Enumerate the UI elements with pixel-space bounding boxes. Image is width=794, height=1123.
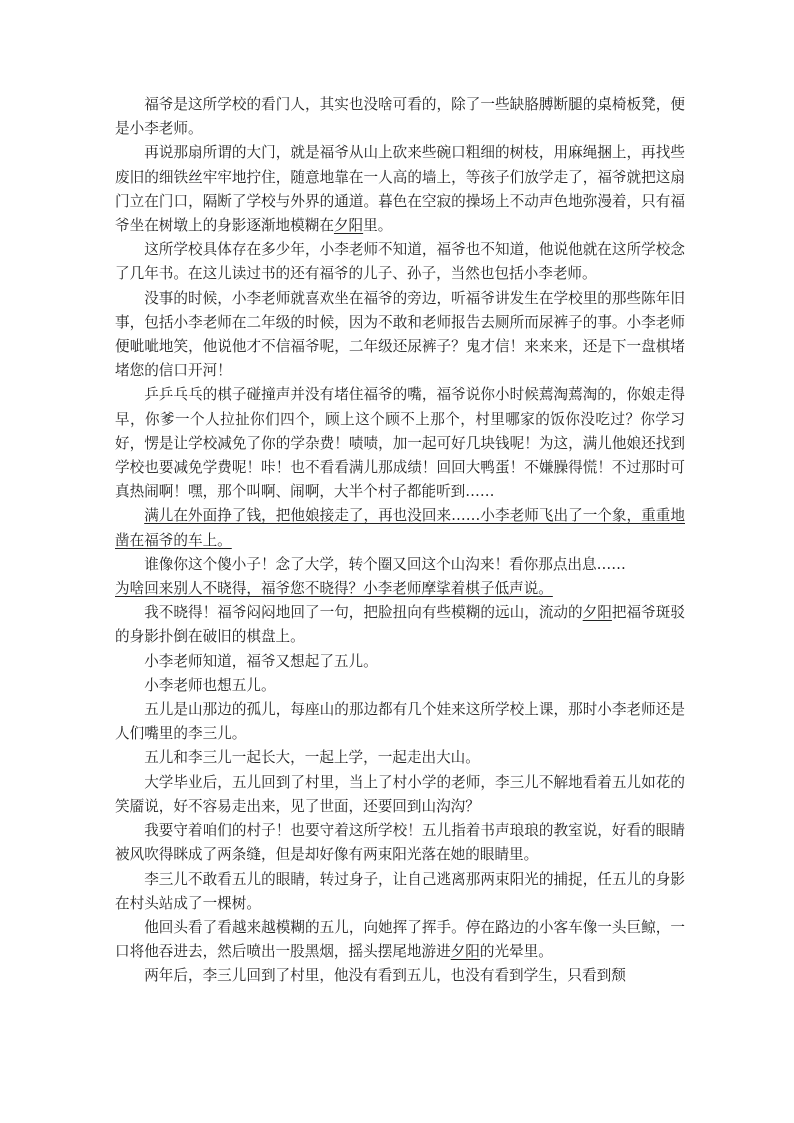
paragraph-text: 我要守着咱们的村子！也要守着这所学校！五儿指着书声琅琅的教室说，好看的眼睛被风吹得眯成了两条缝，但是却好像有两束阳光落在她的眼睛里。 (115, 822, 685, 864)
paragraph-text: 谁像你这个傻小子！念了大学，转个圈又回这个山沟来！看你那点出息…… (144, 555, 626, 573)
paragraph-text: 福爷是这所学校的看门人，其实也没啥可看的，除了一些缺胳膊断腿的桌椅板凳，便是小李老师。 (115, 96, 685, 138)
paragraph-text: 乒乒乓乓的棋子碰撞声并没有堵住福爷的嘴，福爷说你小时候蔫淘蔫淘的，你娘走得早，你爹一个人拉扯你们四个，顾上这个顾不上那个，村里哪家的饭你没吃过？你学习好，愣是让学校减免了你的学杂费！啧啧，加一起可好几块钱呢！为这，满儿他娘还找到学校也要减免学费呢！咔！也不看看满儿那成绩！回回大鸭蛋！不嫌臊得慌！不过那时可真热闹啊！嘿，那个叫啊、闹啊，大半个村子都能听到…… (115, 386, 685, 501)
paragraph (115, 238, 685, 286)
paragraph-text: 小李老师也想五儿。 (144, 676, 276, 694)
paragraph (115, 698, 685, 746)
paragraph (115, 383, 685, 504)
paragraph-text: 五儿和李三儿一起长大，一起上学，一起走出大山。 (144, 749, 480, 767)
paragraph-text: 里。 (363, 217, 393, 235)
paragraph-text: 他回头看了看越来越模糊的五儿，向她挥了挥手。停在路边的小客车像一头巨鲸，一口将他吞进去，然后喷出一股黑烟，摇头摆尾地游进 (115, 918, 685, 961)
paragraph (115, 964, 685, 988)
paragraph-text: 再说那扇所谓的大门，就是福爷从山上砍来些碗口粗细的树枝，用麻绳捆上，再找些废旧的细铁丝牢牢地拧住，随意地靠在一人高的墙上，等孩子们放学走了，福爷就把这扇门立在门口，隔断了学校与外界的通道。暮色在空寂的操场上不动声色地弥漫着，只有福爷坐在树墩上的身影逐渐地模糊在 (115, 144, 685, 235)
paragraph (115, 771, 685, 819)
document-page (115, 93, 685, 989)
paragraph (115, 93, 685, 141)
paragraph (115, 287, 685, 384)
underlined-text: 夕阳 (333, 217, 364, 235)
underlined-text: 为啥回来别人不晓得，福爷您不晓得？小李老师摩挲着棋子低声说。 (115, 580, 553, 598)
paragraph-text: 两年后，李三儿回到了村里，他没有看到五儿，也没有看到学生，只看到颓 (144, 967, 626, 985)
paragraph (115, 868, 685, 916)
paragraph-text: 五儿是山那边的孤儿，每座山的那边都有几个娃来这所学校上课，那时小李老师还是人们嘴里的李三儿。 (115, 701, 685, 743)
paragraph (115, 746, 685, 770)
paragraph-text: 大学毕业后，五儿回到了村里，当上了村小学的老师，李三儿不解地看着五儿如花的笑靥说，好不容易走出来，见了世面，还要回到山沟沟？ (115, 773, 685, 815)
underlined-text: 夕阳 (582, 604, 612, 622)
paragraph (115, 819, 685, 867)
paragraph-text: 我不晓得！福爷闷闷地回了一句，把脸扭向有些模糊的远山，流动的 (144, 604, 583, 622)
paragraph-text: 没事的时候，小李老师就喜欢坐在福爷的旁边，听福爷讲发生在学校里的那些陈年旧事，包括小李老师在二年级的时候，因为不敢和老师报告去厕所而尿裤子的事。小李老师便呲呲地笑，他说他才不信福爷呢，二年级还尿裤子？鬼才信！来来来，还是下一盘棋堵堵您的信口开河！ (115, 289, 685, 380)
paragraph (115, 674, 685, 698)
underlined-text: 夕阳 (450, 943, 480, 961)
paragraph (115, 577, 685, 601)
paragraph-text: 把福爷斑驳的身影扑倒在破旧的棋盘上。 (115, 604, 685, 646)
paragraph (115, 504, 685, 552)
paragraph-text: 李三儿不敢看五儿的眼睛，转过身子，让自己逃离那两束阳光的捕捉，任五儿的身影在村头站成了一棵树。 (115, 870, 685, 912)
underlined-text: 满儿在外面挣了钱，把他娘接走了，再也没回来……小李老师飞出了一个象，重重地凿在福爷的车上。 (115, 507, 685, 549)
paragraph (115, 601, 685, 649)
paragraph-text: 小李老师知道，福爷又想起了五儿。 (144, 652, 378, 670)
paragraph-text: 这所学校具体存在多少年，小李老师不知道，福爷也不知道，他说他就在这所学校念了几年书。在这儿读过书的还有福爷的儿子、孙子，当然也包括小李老师。 (115, 241, 685, 283)
paragraph (115, 650, 685, 674)
paragraph (115, 553, 685, 577)
paragraph (115, 916, 685, 964)
paragraph-text: 的光晕里。 (479, 943, 553, 961)
paragraph (115, 141, 685, 238)
